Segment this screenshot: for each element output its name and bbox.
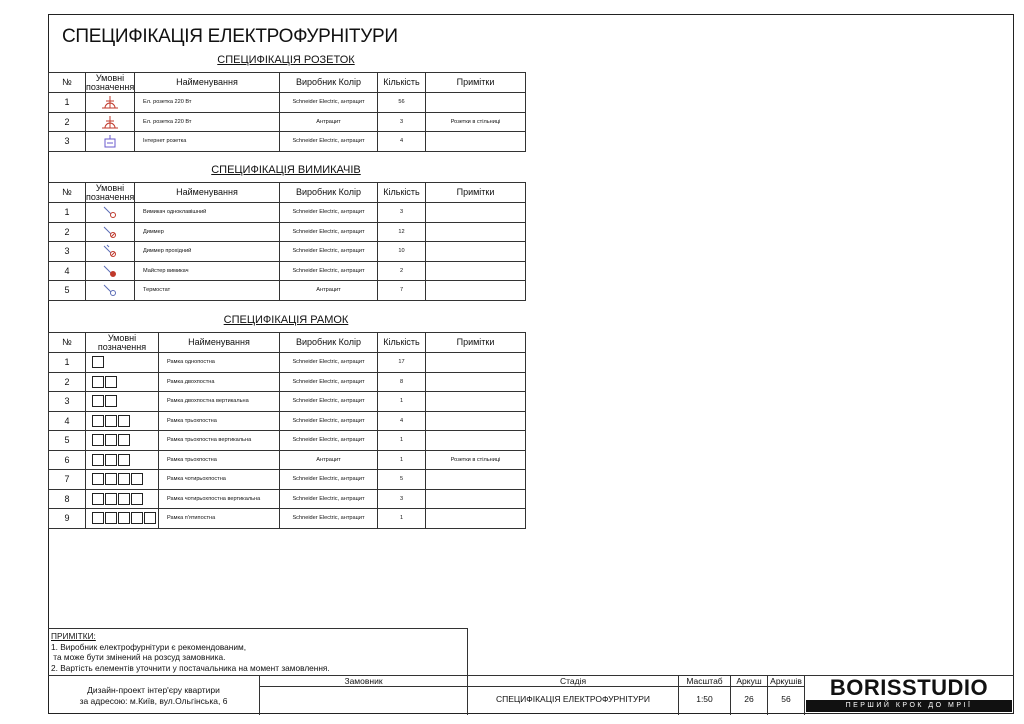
frames-table (48, 332, 526, 529)
item-name: Ел. розетка 220 Вт (135, 112, 280, 132)
header-name: Найменування (135, 183, 280, 203)
sheets-cell (768, 676, 805, 715)
row-number: 8 (49, 489, 86, 509)
single-switch-icon (86, 205, 134, 219)
frame-gang-icon (92, 473, 158, 485)
socket-icon (86, 95, 134, 109)
table-row (49, 411, 526, 431)
table-row (49, 203, 526, 223)
item-maker: Schneider Electric, антрацит (280, 489, 378, 509)
item-maker: Schneider Electric, антрацит (280, 222, 378, 242)
item-note (426, 353, 526, 373)
item-qty: 7 (378, 281, 426, 301)
stage-label: Стадія (468, 676, 678, 687)
row-number: 1 (49, 93, 86, 113)
item-qty: 10 (378, 242, 426, 262)
header-qty: Кількість (378, 73, 426, 93)
item-maker: Антрацит (280, 112, 378, 132)
symbol-cell (86, 242, 135, 262)
header-name: Найменування (159, 333, 280, 353)
project-cell (48, 676, 260, 715)
header-qty: Кількість (378, 333, 426, 353)
item-qty: 3 (378, 489, 426, 509)
item-name: Рамка трьохпостна вертикальна (159, 431, 280, 451)
row-number: 3 (49, 392, 86, 412)
item-note (426, 431, 526, 451)
item-note (426, 261, 526, 281)
sheets-value: 56 (781, 694, 791, 704)
header-qty: Кількість (378, 183, 426, 203)
notes-line-1: 1. Виробник електрофурнітури є рекомендованим, (51, 641, 247, 652)
notes-block (48, 628, 468, 675)
symbol-cell (86, 261, 135, 281)
frame-symbol (86, 353, 159, 373)
item-name: Рамка двохпостна (159, 372, 280, 392)
item-maker: Schneider Electric, антрацит (280, 203, 378, 223)
frames-header-row (49, 333, 526, 353)
item-name: Рамка двохпостна вертикальна (159, 392, 280, 412)
item-qty: 2 (378, 261, 426, 281)
row-number: 2 (49, 372, 86, 392)
item-name: Рамка трьохпостна (159, 411, 280, 431)
table-row (49, 281, 526, 301)
table-row (49, 222, 526, 242)
frame-symbol (86, 431, 159, 451)
item-qty: 12 (378, 222, 426, 242)
scale-value: 1:50 (696, 694, 713, 704)
frame-symbol (86, 470, 159, 490)
item-maker: Schneider Electric, антрацит (280, 93, 378, 113)
studio-logo (806, 677, 1012, 713)
notes-line-2: та може бути змінений на розсуд замовника. (51, 652, 226, 662)
row-number: 3 (49, 132, 86, 152)
item-name: Майстер вимикач (135, 261, 280, 281)
row-number: 1 (49, 203, 86, 223)
thermostat-icon (86, 283, 134, 297)
customer-label: Замовник (260, 676, 467, 687)
item-qty: 3 (378, 203, 426, 223)
page-title: СПЕЦИФІКАЦІЯ ЕЛЕКТРОФУРНІТУРИ (62, 26, 398, 47)
passthrough-dimmer-icon (86, 244, 134, 258)
item-note (426, 470, 526, 490)
table-row (49, 132, 526, 152)
table-row (49, 242, 526, 262)
table-row (49, 372, 526, 392)
item-note (426, 242, 526, 262)
item-maker: Schneider Electric, антрацит (280, 372, 378, 392)
item-note (426, 392, 526, 412)
frame-symbol (86, 392, 159, 412)
item-maker: Schneider Electric, антрацит (280, 353, 378, 373)
row-number: 6 (49, 450, 86, 470)
notes-heading: ПРИМІТКИ: (51, 631, 96, 641)
item-qty: 56 (378, 93, 426, 113)
item-note (426, 411, 526, 431)
frame-symbol (86, 450, 159, 470)
row-number: 4 (49, 411, 86, 431)
item-maker: Schneider Electric, антрацит (280, 132, 378, 152)
stage-value: СПЕЦИФІКАЦІЯ ЕЛЕКТРОФУРНІТУРИ (495, 694, 651, 704)
header-maker: Виробник Колір (280, 183, 378, 203)
frame-symbol (86, 489, 159, 509)
item-maker: Schneider Electric, антрацит (280, 242, 378, 262)
item-note (426, 489, 526, 509)
frame-gang-icon (92, 415, 158, 427)
frame-gang-icon (92, 512, 158, 524)
frame-gang-icon (92, 454, 158, 466)
sockets-section-title: СПЕЦИФІКАЦІЯ РОЗЕТОК (217, 54, 355, 66)
sheet-value: 26 (744, 694, 754, 704)
row-number: 2 (49, 112, 86, 132)
item-qty: 5 (378, 470, 426, 490)
item-note: Розетки в стільниці (426, 112, 526, 132)
table-row (49, 470, 526, 490)
item-maker: Schneider Electric, антрацит (280, 261, 378, 281)
header-num: № (49, 333, 86, 353)
item-qty: 17 (378, 353, 426, 373)
frame-gang-icon (92, 356, 158, 368)
sheets-label: Аркушів (768, 676, 804, 687)
item-maker: Schneider Electric, антрацит (280, 509, 378, 529)
sheet-label: Аркуш (731, 676, 767, 687)
item-name: Рамка трьохпостна (159, 450, 280, 470)
item-name: Рамка чотирьохпостна вертикальна (159, 489, 280, 509)
switches-section-title: СПЕЦИФІКАЦІЯ ВИМИКАЧІВ (211, 164, 361, 176)
socket-icon (86, 115, 134, 129)
item-name: Рамка п'ятипостна (159, 509, 280, 529)
sheet-cell (731, 676, 768, 715)
header-note: Примітки (426, 333, 526, 353)
frame-symbol (86, 372, 159, 392)
item-maker: Schneider Electric, антрацит (280, 392, 378, 412)
project-line-1: Дизайн-проект інтер'єру квартири (87, 685, 220, 695)
item-qty: 8 (378, 372, 426, 392)
frame-symbol (86, 411, 159, 431)
stage-cell (468, 676, 679, 715)
master-switch-icon (86, 264, 134, 278)
header-symbol: Умовні позначення (86, 333, 159, 353)
item-qty: 1 (378, 509, 426, 529)
item-name: Термостат (135, 281, 280, 301)
item-name: Інтернет розетка (135, 132, 280, 152)
header-note: Примітки (426, 183, 526, 203)
item-qty: 4 (378, 132, 426, 152)
frame-symbol (86, 509, 159, 529)
row-number: 2 (49, 222, 86, 242)
table-row (49, 392, 526, 412)
item-name: Диммер (135, 222, 280, 242)
frame-gang-icon (92, 493, 158, 505)
table-row (49, 450, 526, 470)
item-name: Вимикач одноклавішний (135, 203, 280, 223)
project-line-2: за адресою: м.Київ, вул.Ольгінська, 6 (79, 696, 228, 706)
row-number: 1 (49, 353, 86, 373)
header-note: Примітки (426, 73, 526, 93)
symbol-cell (86, 222, 135, 242)
item-maker: Schneider Electric, антрацит (280, 431, 378, 451)
header-symbol: Умовні позначення (86, 182, 135, 202)
frames-section-title: СПЕЦИФІКАЦІЯ РАМОК (223, 314, 349, 326)
internet-socket-icon (86, 134, 134, 148)
switches-header-row (49, 183, 526, 203)
frame-gang-icon (92, 395, 158, 407)
sockets-table (48, 72, 526, 152)
item-note (426, 132, 526, 152)
item-note (426, 222, 526, 242)
symbol-cell (86, 93, 135, 113)
item-qty: 1 (378, 431, 426, 451)
item-qty: 3 (378, 112, 426, 132)
item-qty: 1 (378, 392, 426, 412)
row-number: 4 (49, 261, 86, 281)
item-maker: Schneider Electric, антрацит (280, 470, 378, 490)
table-row (49, 509, 526, 529)
symbol-cell (86, 203, 135, 223)
dimmer-icon (86, 225, 134, 239)
row-number: 7 (49, 470, 86, 490)
table-row (49, 489, 526, 509)
symbol-cell (86, 112, 135, 132)
logo-tagline: ПЕРШИЙ КРОК ДО МРІЇ (806, 700, 1012, 712)
item-name: Диммер прохідний (135, 242, 280, 262)
item-name: Ел. розетка 220 Вт (135, 93, 280, 113)
table-row (49, 93, 526, 113)
table-row (49, 431, 526, 451)
item-note (426, 93, 526, 113)
scale-label: Масштаб (679, 676, 730, 687)
switches-table (48, 182, 526, 301)
item-name: Рамка однопостна (159, 353, 280, 373)
header-symbol: Умовні позначення (86, 72, 135, 92)
notes-line-3: 2. Вартість елементів уточнити у постачальника на момент замовлення. (51, 662, 330, 673)
item-note (426, 281, 526, 301)
item-name: Рамка чотирьохпостна (159, 470, 280, 490)
header-num: № (49, 183, 86, 203)
header-num: № (49, 73, 86, 93)
table-row (49, 112, 526, 132)
scale-cell (679, 676, 731, 715)
table-row (49, 261, 526, 281)
header-maker: Виробник Колір (280, 73, 378, 93)
symbol-cell (86, 281, 135, 301)
frame-gang-icon (92, 434, 158, 446)
item-maker: Антрацит (280, 281, 378, 301)
frame-gang-icon (92, 376, 158, 388)
header-name: Найменування (135, 73, 280, 93)
table-row (49, 353, 526, 373)
item-note: Розетки в стільниці (426, 450, 526, 470)
item-note (426, 203, 526, 223)
customer-cell (260, 676, 468, 715)
item-maker: Антрацит (280, 450, 378, 470)
logo-name: BORISSTUDIO (829, 675, 989, 700)
row-number: 5 (49, 281, 86, 301)
sockets-header-row (49, 73, 526, 93)
item-maker: Schneider Electric, антрацит (280, 411, 378, 431)
row-number: 3 (49, 242, 86, 262)
item-qty: 4 (378, 411, 426, 431)
item-qty: 1 (378, 450, 426, 470)
symbol-cell (86, 132, 135, 152)
item-note (426, 509, 526, 529)
row-number: 9 (49, 509, 86, 529)
item-note (426, 372, 526, 392)
header-maker: Виробник Колір (280, 333, 378, 353)
row-number: 5 (49, 431, 86, 451)
